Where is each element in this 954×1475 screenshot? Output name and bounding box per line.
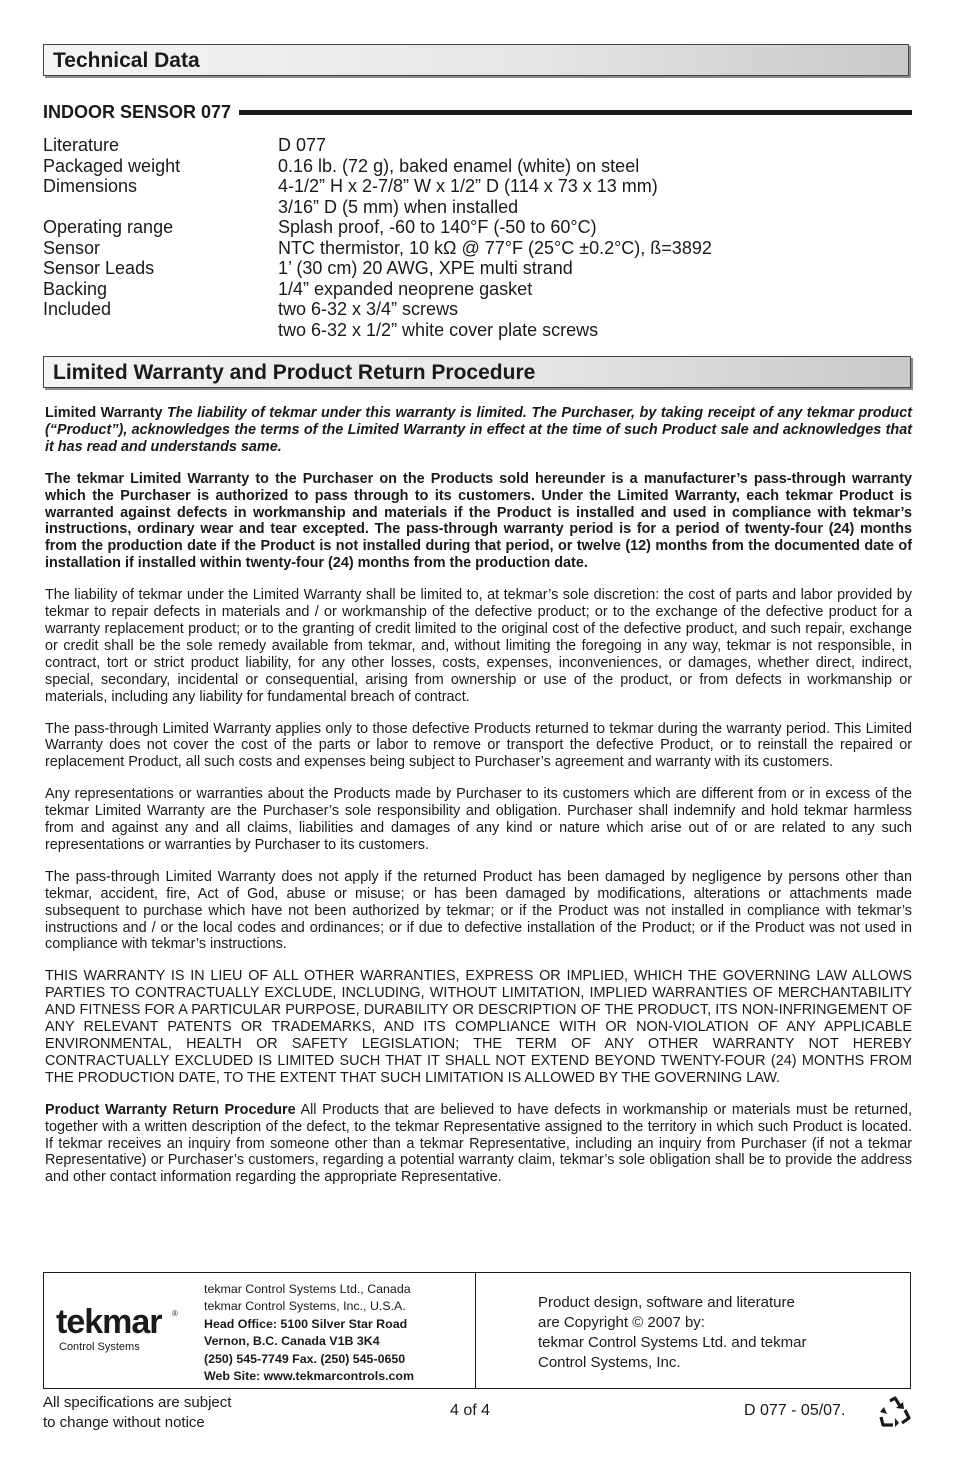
copyright-line: Control Systems, Inc. [538,1354,681,1371]
phone-fax-line: (250) 545-7749 Fax. (250) 545-0650 [204,1351,406,1366]
spec-label: Literature [43,135,120,155]
address-line: tekmar Control Systems, Inc., U.S.A. [204,1299,406,1314]
limited-warranty-title: Limited Warranty [45,405,163,421]
footer-box [43,1272,911,1389]
spec-label: Operating range [43,217,174,237]
copyright-line: are Copyright © 2007 by: [538,1314,705,1331]
heading-rule [239,110,912,115]
spec-label [43,320,278,341]
city-line: Vernon, B.C. Canada V1B 3K4 [204,1334,380,1349]
page-number: 4 of 4 [450,1402,491,1419]
warranty-body [45,405,912,1201]
spec-row [43,279,712,300]
spec-table [43,135,712,340]
tekmar-logo [44,1273,202,1388]
website-line: Web Site: www.tekmarcontrols.com [204,1369,414,1384]
warranty-paragraph: The pass-through Limited Warranty does not apply if the returned Product has been damaged by negligence by persons other than tekmar, accident, fire, Act of God, abuse or misuse; or has been damaged by modifications, alterations or attachments made subsequent to purchase which have not been authorized by tekmar; or if the Product was not installed in compliance with tekmar’s instructions and / or the local codes and ordinances; or if due to defective installation of the Product; or if the Product was not used in compliance with tekmar’s instructions. [45,868,912,953]
footer-divider [475,1273,476,1388]
notice-line: to change without notice [43,1414,205,1431]
copyright-notice [538,1293,806,1373]
logo-subtitle: Control Systems [59,1341,140,1353]
spec-label: Packaged weight [43,155,181,176]
warranty-header: Limited Warranty and Product Return Procedure [43,356,911,388]
spec-value: 0.16 lb. (72 g), baked enamel (white) on steel [278,155,640,176]
registered-mark: ® [172,1309,178,1318]
head-office-line: Head Office: 5100 Silver Star Road [204,1316,408,1331]
indoor-sensor-heading [43,100,912,124]
warranty-paragraph: The liability of tekmar under the Limited Warranty shall be limited to, at tekmar’s sole discretion: the cost of parts and labor provided by tekmar to repair defects in materials and / or workmanship of the defective product; or to the exchange of the defective product for a warranty replacement product; or to the granting of credit limited to the original cost of the defective product, and such repair, exchange or credit shall be the sole remedy available from tekmar, and, without limiting the foregoing in any way, tekmar is not responsible, in contract, tort or strict product liability, for any other losses, costs, expenses, inconveniences, or damages, whether direct, indirect, special, secondary, incidental or consequential, arising from ownership or use of the product, or from defects in workmanship or materials, including any liability for fundamental breach of contract. [45,587,912,705]
warranty-paragraph [45,405,912,456]
spec-value: NTC thermistor, 10 kΩ @ 77°F (25°C ±0.2°C), ß=3892 [278,237,712,258]
copyright-line: tekmar Control Systems Ltd. and tekmar [538,1334,807,1351]
spec-row [43,258,712,279]
warranty-paragraph: THIS WARRANTY IS IN LIEU OF ALL OTHER WARRANTIES, EXPRESS OR IMPLIED, WHICH THE GOVERNING LAW ALLOWS PARTIES TO CONTRACTUALLY EXCLUDE, INCLUDING, WITHOUT LIMITATION, IMPLIED WARRANTIES OF MERCHANTABILITY AND FITNESS FOR A PARTICULAR PURPOSE, DURABILITY OR DESCRIPTION OF THE PRODUCT, ITS NON-INFRINGEMENT OF ANY RELEVANT PATENTS OR TRADEMARKS, AND ITS COMPLIANCE WITH OR NON-VIOLATION OF ANY APPLICABLE ENVIRONMENTAL, HEALTH OR SAFETY LEGISLATION; THE TERM OF ANY OTHER WARRANTY NOT HEREBY CONTRACTUALLY EXCLUDED IS LIMITED SUCH THAT IT SHALL NOT EXTEND BEYOND TWENTY-FOUR (24) MONTHS FROM THE PRODUCTION DATE, TO THE EXTENT THAT SUCH LIMITATION IS ALLOWED BY THE GOVERNING LAW. [45,968,912,1086]
spec-row [43,320,712,341]
notice-line: All specifications are subject [43,1394,232,1411]
spec-label: Backing [43,278,108,299]
spec-row [43,217,712,238]
return-procedure-text: All Products that are believed to have defects in workmanship or materials must be returned, together with a written description of the defect, to the tekmar Representative assigned to the territory in which such Product is located. If tekmar receives an inquiry from someone other than a tekmar Representative, including an inquiry from Purchaser (if not a tekmar Representative) or Purchaser’s customers, regarding a potential warranty claim, tekmar’s sole obligation shall be to provide the address and other contact information regarding the appropriate Representative. [45,1101,912,1186]
spec-value: 1/4” expanded neoprene gasket [278,278,533,299]
copyright-line: Product design, software and literature [538,1294,795,1311]
indoor-sensor-title: INDOOR SENSOR 077 [43,101,232,122]
spec-label: Sensor Leads [43,258,155,278]
spec-row [43,156,712,177]
warranty-paragraph: The tekmar Limited Warranty to the Purchaser on the Products sold hereunder is a manufacturer’s pass-through warranty which the Purchaser is authorized to pass through to its customers. Under the Limited Warranty, each tekmar Product is warranted against defects in workmanship and materials if the Product is installed and used in compliance with tekmar’s instructions, ordinary wear and tear excepted. The pass-through warranty period is for a period of twenty-four (24) months from the production date if the Product is not installed during that period, or twelve (12) months from the documented date of installation if installed within twenty-four (24) months from the production date. [45,470,912,572]
spec-value: 3/16” D (5 mm) when installed [278,196,519,217]
spec-row [43,299,712,320]
spec-label [43,197,278,218]
limited-warranty-text: The liability of tekmar under this warranty is limited. The Purchaser, by taking receipt of any tekmar product (“Product”), acknowledges the terms of the Limited Warranty in effect at the time of such Product sale and acknowledges that it has read and understands same. [45,405,913,455]
warranty-paragraph: Any representations or warranties about the Products made by Purchaser to its customers which are different from or in excess of the tekmar Limited Warranty are the Purchaser’s sole responsibility and obligation. Purchaser shall indemnify and hold tekmar harmless from and against any and all claims, liabilities and damages of any kind or nature which arise out of or are related to any such representations or warranties by Purchaser to its customers. [45,786,912,853]
warranty-paragraph [45,1102,912,1187]
company-address [204,1281,414,1385]
spec-value: D 077 [278,135,327,155]
return-procedure-title: Product Warranty Return Procedure [45,1101,296,1118]
technical-data-header: Technical Data [43,44,909,76]
spec-row [43,238,712,259]
spec-value: 4-1/2” H x 2-7/8” W x 1/2” D (114 x 73 x 13 mm) [278,176,658,196]
spec-label: Sensor [43,237,101,258]
spec-row [43,135,712,156]
spec-row [43,197,712,218]
spec-value: two 6-32 x 1/2” white cover plate screws [278,319,599,340]
logo-wordmark: tekmar [56,1303,162,1341]
warranty-paragraph: The pass-through Limited Warranty applies only to those defective Products returned to tekmar during the warranty period. This Limited Warranty does not cover the cost of the parts or labor to remove or transport the defective Product, or to reinstall the repaired or replacement Product, all such costs and expenses being subject to Purchaser’s agreement and warranty with its customers. [45,720,912,771]
spec-row [43,176,712,197]
recycle-icon [878,1396,912,1428]
spec-value: two 6-32 x 3/4” screws [278,299,459,319]
document-code: D 077 - 05/07. [744,1402,846,1419]
spec-label: Dimensions [43,176,138,196]
spec-value: Splash proof, -60 to 140°F (-50 to 60°C) [278,217,597,237]
spec-change-notice [43,1393,231,1433]
address-line: tekmar Control Systems Ltd., Canada [204,1282,411,1296]
spec-value: 1’ (30 cm) 20 AWG, XPE multi strand [278,258,573,278]
spec-label: Included [43,299,112,319]
